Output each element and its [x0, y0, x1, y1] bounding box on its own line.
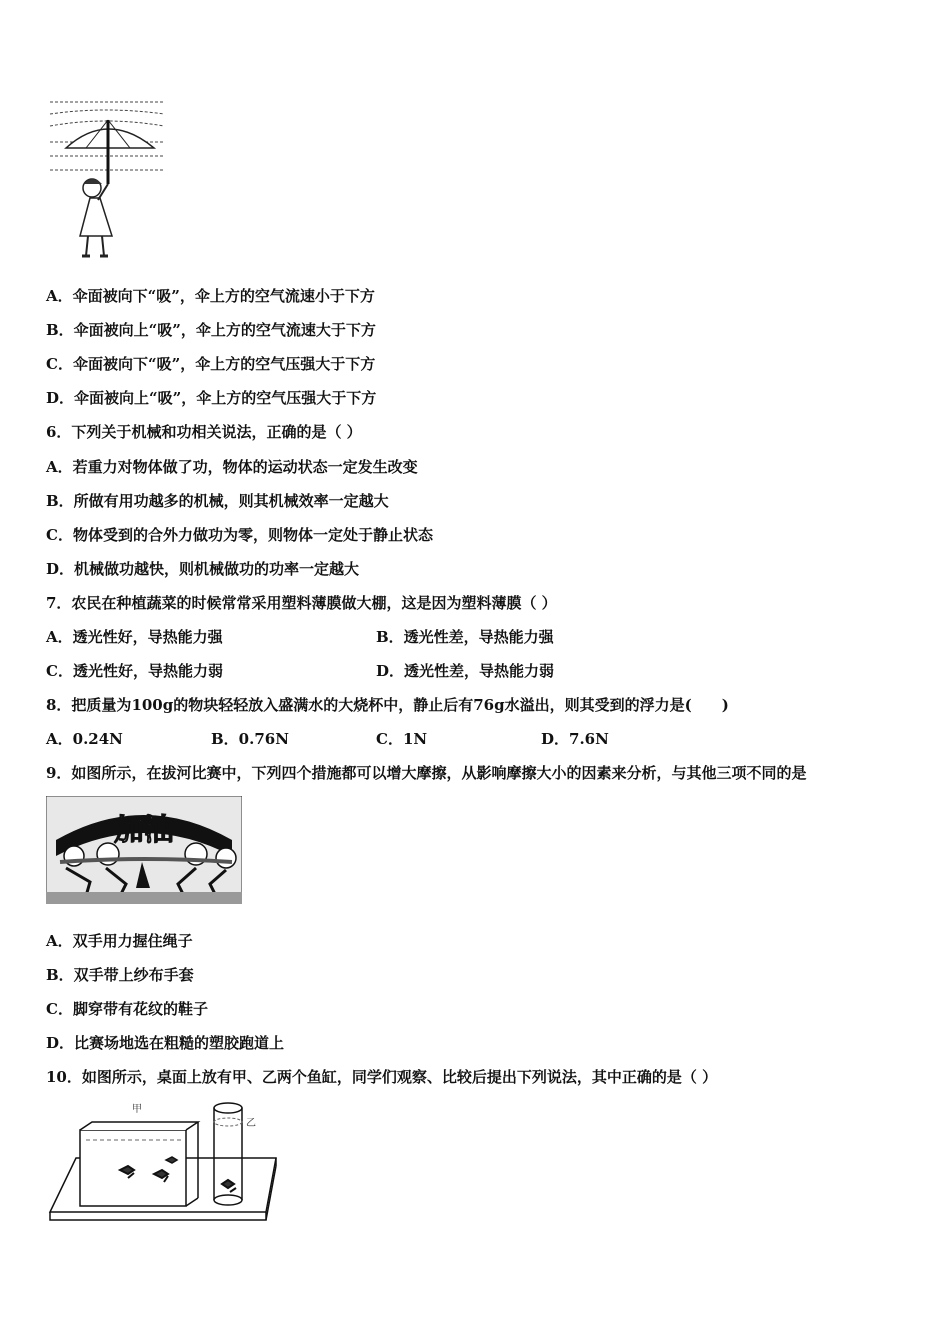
q9-option-b: B．双手带上纱布手套 [46, 966, 194, 984]
q6-option-d: D．机械做功越快，则机械做功的功率一定越大 [46, 560, 360, 578]
q9-option-d: D．比赛场地选在粗糙的塑胶跑道上 [46, 1034, 285, 1052]
q8-option-d: D．7.6N [541, 730, 609, 748]
q7-option-b: B．透光性差，导热能力强 [376, 628, 554, 646]
q9-option-c: C．脚穿带有花纹的鞋子 [46, 1000, 208, 1018]
q10-stem: 10．如图所示，桌面上放有甲、乙两个鱼缸，同学们观察、比较后提出下列说法，其中正确的是（ ） [46, 1068, 718, 1086]
q7-option-a: A．透光性好，导热能力强 [46, 628, 223, 646]
tug-of-war-figure [46, 796, 242, 904]
q6-option-b: B．所做有用功越多的机械，则其机械效率一定越大 [46, 492, 389, 510]
q8-option-b: B．0.76N [211, 730, 289, 748]
label-yi: 乙 [246, 1118, 256, 1129]
q8-option-c: C．1N [376, 730, 428, 748]
q7-option-d: D．透光性差，导热能力弱 [376, 662, 555, 680]
label-jia: 甲 [132, 1104, 142, 1115]
q8-stem: 8．把质量为100g的物块轻轻放入盛满水的大烧杯中，静止后有76g水溢出，则其受到的浮力是( ) [46, 696, 729, 714]
q8-option-a: A．0.24N [46, 730, 123, 748]
q7-option-c: C．透光性好，导热能力弱 [46, 662, 223, 680]
q9-option-a: A．双手用力握住绳子 [46, 932, 193, 950]
q5-option-d: D．伞面被向上“吸”，伞上方的空气压强大于下方 [46, 389, 377, 407]
q5-option-c: C．伞面被向下“吸”，伞上方的空气压强大于下方 [46, 355, 376, 373]
fish-tanks-figure [46, 1100, 280, 1226]
q6-stem: 6．下列关于机械和功相关说法，正确的是（ ） [46, 423, 362, 441]
q6-option-c: C．物体受到的合外力做功为零，则物体一定处于静止状态 [46, 526, 433, 544]
q9-stem: 9．如图所示，在拔河比赛中，下列四个措施都可以增大摩擦，从影响摩擦大小的因素来分析，与其他三项不同的是 [46, 764, 807, 782]
tug-of-war-banner-text: 加油 [114, 813, 174, 848]
q5-option-b: B．伞面被向上“吸”，伞上方的空气流速大于下方 [46, 321, 376, 339]
q5-option-a: A．伞面被向下“吸”，伞上方的空气流速小于下方 [46, 287, 375, 305]
q7-stem: 7．农民在种植蔬菜的时候常常采用塑料薄膜做大棚，这是因为塑料薄膜（ ） [46, 594, 557, 612]
q6-option-a: A．若重力对物体做了功，物体的运动状态一定发生改变 [46, 458, 418, 476]
umbrella-figure [46, 96, 170, 262]
